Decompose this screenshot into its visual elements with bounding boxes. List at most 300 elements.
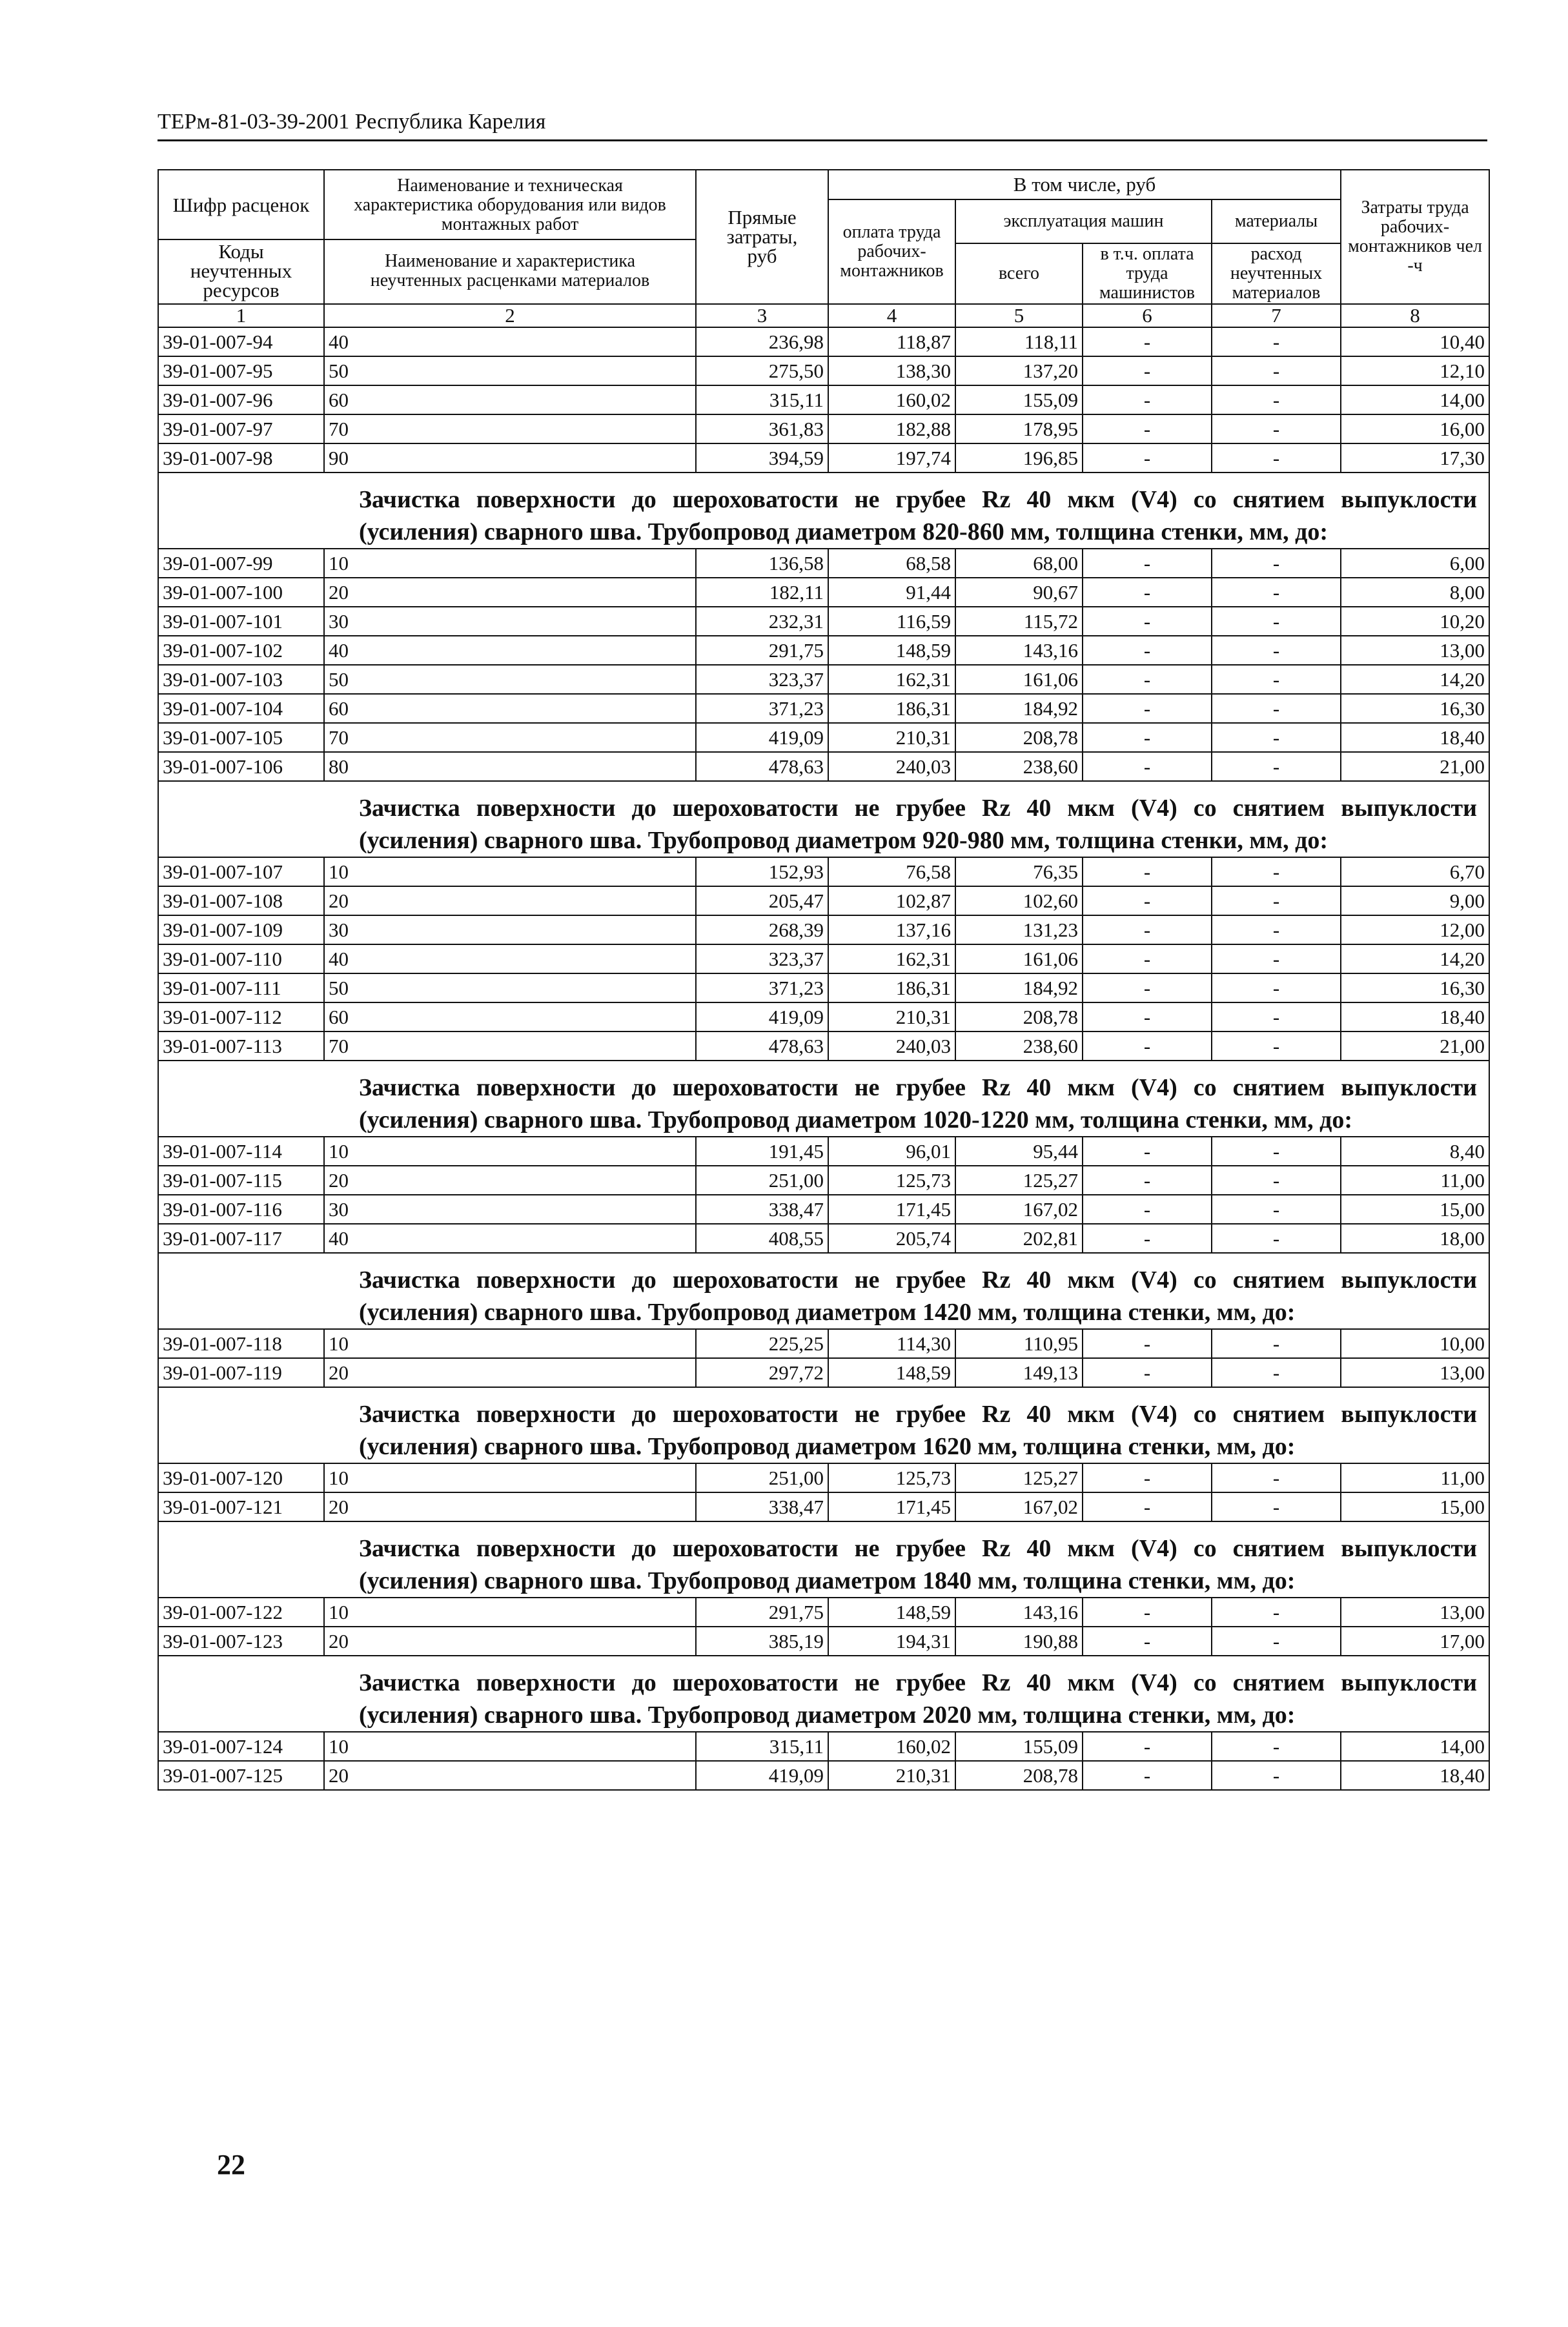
direct-costs: 323,37 [696, 665, 828, 694]
material-use: - [1212, 1166, 1341, 1195]
labor-hours: 8,00 [1341, 578, 1489, 607]
direct-costs: 419,09 [696, 1002, 828, 1031]
table-row [158, 1195, 1489, 1224]
rates-table [158, 169, 1490, 1791]
rate-code: 39-01-007-103 [158, 665, 324, 694]
table-row [158, 356, 1489, 385]
machine-costs: 102,60 [955, 886, 1083, 915]
column-number: 5 [955, 304, 1083, 327]
direct-costs: 236,98 [696, 327, 828, 356]
rate-code: 39-01-007-116 [158, 1195, 324, 1224]
operator-wages: - [1083, 723, 1212, 752]
worker-wages: 148,59 [828, 1598, 955, 1627]
machine-costs: 184,92 [955, 973, 1083, 1002]
wall-thickness: 20 [324, 886, 696, 915]
worker-wages: 96,01 [828, 1137, 955, 1166]
wall-thickness: 60 [324, 1002, 696, 1031]
table-row [158, 549, 1489, 578]
machine-costs: 137,20 [955, 356, 1083, 385]
rate-code: 39-01-007-117 [158, 1224, 324, 1253]
material-use: - [1212, 327, 1341, 356]
labor-hours: 11,00 [1341, 1166, 1489, 1195]
wall-thickness: 20 [324, 1627, 696, 1656]
header-machines-wages: в т.ч. оплата труда машинистов [1083, 243, 1212, 304]
rate-code: 39-01-007-115 [158, 1166, 324, 1195]
rate-code: 39-01-007-101 [158, 607, 324, 636]
labor-hours: 17,00 [1341, 1627, 1489, 1656]
worker-wages: 186,31 [828, 973, 955, 1002]
machine-costs: 125,27 [955, 1463, 1083, 1492]
wall-thickness: 50 [324, 665, 696, 694]
operator-wages: - [1083, 1627, 1212, 1656]
operator-wages: - [1083, 1002, 1212, 1031]
wall-thickness: 30 [324, 607, 696, 636]
direct-costs: 478,63 [696, 1031, 828, 1061]
direct-costs: 291,75 [696, 636, 828, 665]
table-row [158, 752, 1489, 781]
section-heading-row [158, 1521, 1489, 1598]
rate-code: 39-01-007-105 [158, 723, 324, 752]
labor-hours: 12,10 [1341, 356, 1489, 385]
header-materials-use: расход неучтенных материалов [1212, 243, 1341, 304]
table-body [158, 327, 1489, 1790]
table-row [158, 1137, 1489, 1166]
rate-code: 39-01-007-124 [158, 1732, 324, 1761]
material-use: - [1212, 1031, 1341, 1061]
operator-wages: - [1083, 1732, 1212, 1761]
direct-costs: 268,39 [696, 915, 828, 944]
operator-wages: - [1083, 636, 1212, 665]
wall-thickness: 40 [324, 636, 696, 665]
section-heading-row [158, 1253, 1489, 1329]
table-row [158, 1358, 1489, 1387]
operator-wages: - [1083, 973, 1212, 1002]
rate-code: 39-01-007-98 [158, 443, 324, 473]
section-heading: Зачистка поверхности до шероховатости не грубее Rz 40 мкм (V4) со снятием выпуклости (усиления) сварного шва. Трубопровод диаметром 820-860 мм, толщина стенки, мм, до: [158, 473, 1489, 549]
table-row [158, 1627, 1489, 1656]
header-name-cell [324, 170, 696, 304]
material-use: - [1212, 1329, 1341, 1358]
material-use: - [1212, 1627, 1341, 1656]
labor-hours: 17,30 [1341, 443, 1489, 473]
table-row [158, 973, 1489, 1002]
direct-costs: 338,47 [696, 1195, 828, 1224]
section-heading-row [158, 473, 1489, 549]
material-use: - [1212, 1358, 1341, 1387]
operator-wages: - [1083, 1195, 1212, 1224]
operator-wages: - [1083, 665, 1212, 694]
wall-thickness: 20 [324, 1166, 696, 1195]
table-row [158, 1031, 1489, 1061]
labor-hours: 13,00 [1341, 1358, 1489, 1387]
wall-thickness: 20 [324, 1761, 696, 1790]
material-use: - [1212, 1598, 1341, 1627]
operator-wages: - [1083, 1598, 1212, 1627]
table-row [158, 1329, 1489, 1358]
header-materials: материалы [1212, 199, 1341, 243]
machine-costs: 131,23 [955, 915, 1083, 944]
operator-wages: - [1083, 578, 1212, 607]
labor-hours: 16,00 [1341, 414, 1489, 443]
column-number: 7 [1212, 304, 1341, 327]
worker-wages: 162,31 [828, 665, 955, 694]
rate-code: 39-01-007-102 [158, 636, 324, 665]
machine-costs: 143,16 [955, 636, 1083, 665]
labor-hours: 21,00 [1341, 752, 1489, 781]
wall-thickness: 20 [324, 578, 696, 607]
labor-hours: 6,70 [1341, 857, 1489, 886]
labor-hours: 18,40 [1341, 723, 1489, 752]
rate-code: 39-01-007-122 [158, 1598, 324, 1627]
header-name-bottom: Наименование и характеристика неучтенных расценками материалов [370, 251, 650, 290]
rate-code: 39-01-007-94 [158, 327, 324, 356]
direct-costs: 371,23 [696, 973, 828, 1002]
operator-wages: - [1083, 1358, 1212, 1387]
operator-wages: - [1083, 752, 1212, 781]
table-row [158, 665, 1489, 694]
wall-thickness: 10 [324, 549, 696, 578]
table-row [158, 385, 1489, 414]
labor-hours: 13,00 [1341, 1598, 1489, 1627]
direct-costs: 136,58 [696, 549, 828, 578]
wall-thickness: 90 [324, 443, 696, 473]
material-use: - [1212, 973, 1341, 1002]
labor-hours: 18,00 [1341, 1224, 1489, 1253]
column-number: 6 [1083, 304, 1212, 327]
worker-wages: 114,30 [828, 1329, 955, 1358]
rate-code: 39-01-007-111 [158, 973, 324, 1002]
material-use: - [1212, 915, 1341, 944]
direct-costs: 323,37 [696, 944, 828, 973]
direct-costs: 371,23 [696, 694, 828, 723]
wall-thickness: 10 [324, 1732, 696, 1761]
worker-wages: 240,03 [828, 752, 955, 781]
operator-wages: - [1083, 607, 1212, 636]
labor-hours: 10,00 [1341, 1329, 1489, 1358]
worker-wages: 162,31 [828, 944, 955, 973]
rate-code: 39-01-007-95 [158, 356, 324, 385]
labor-hours: 15,00 [1341, 1195, 1489, 1224]
worker-wages: 102,87 [828, 886, 955, 915]
direct-costs: 251,00 [696, 1166, 828, 1195]
operator-wages: - [1083, 944, 1212, 973]
material-use: - [1212, 886, 1341, 915]
direct-costs: 338,47 [696, 1492, 828, 1521]
wall-thickness: 10 [324, 1137, 696, 1166]
labor-hours: 10,20 [1341, 607, 1489, 636]
direct-costs: 152,93 [696, 857, 828, 886]
material-use: - [1212, 578, 1341, 607]
worker-wages: 118,87 [828, 327, 955, 356]
labor-hours: 9,00 [1341, 886, 1489, 915]
section-heading-row [158, 1061, 1489, 1137]
machine-costs: 208,78 [955, 723, 1083, 752]
worker-wages: 116,59 [828, 607, 955, 636]
table-row [158, 723, 1489, 752]
wall-thickness: 50 [324, 973, 696, 1002]
direct-costs: 297,72 [696, 1358, 828, 1387]
section-heading: Зачистка поверхности до шероховатости не грубее Rz 40 мкм (V4) со снятием выпуклости (усиления) сварного шва. Трубопровод диаметром 1420 мм, толщина стенки, мм, до: [158, 1253, 1489, 1329]
direct-costs: 225,25 [696, 1329, 828, 1358]
machine-costs: 115,72 [955, 607, 1083, 636]
machine-costs: 184,92 [955, 694, 1083, 723]
wall-thickness: 40 [324, 1224, 696, 1253]
column-number: 1 [158, 304, 324, 327]
rate-code: 39-01-007-118 [158, 1329, 324, 1358]
operator-wages: - [1083, 1137, 1212, 1166]
machine-costs: 208,78 [955, 1761, 1083, 1790]
worker-wages: 160,02 [828, 1732, 955, 1761]
machine-costs: 90,67 [955, 578, 1083, 607]
worker-wages: 125,73 [828, 1463, 955, 1492]
machine-costs: 238,60 [955, 1031, 1083, 1061]
rate-code: 39-01-007-106 [158, 752, 324, 781]
operator-wages: - [1083, 1224, 1212, 1253]
operator-wages: - [1083, 915, 1212, 944]
header-machines: эксплуатация машин [955, 199, 1212, 243]
header-name-top: Наименование и техническая характеристика оборудования или видов монтажных работ [325, 172, 695, 240]
worker-wages: 91,44 [828, 578, 955, 607]
operator-wages: - [1083, 1329, 1212, 1358]
material-use: - [1212, 1761, 1341, 1790]
table-row [158, 578, 1489, 607]
table-row [158, 1761, 1489, 1790]
machine-costs: 190,88 [955, 1627, 1083, 1656]
rate-code: 39-01-007-108 [158, 886, 324, 915]
column-number: 8 [1341, 304, 1489, 327]
labor-hours: 12,00 [1341, 915, 1489, 944]
table-row [158, 327, 1489, 356]
rate-code: 39-01-007-114 [158, 1137, 324, 1166]
labor-hours: 14,20 [1341, 944, 1489, 973]
worker-wages: 125,73 [828, 1166, 955, 1195]
worker-wages: 197,74 [828, 443, 955, 473]
machine-costs: 155,09 [955, 385, 1083, 414]
direct-costs: 419,09 [696, 723, 828, 752]
material-use: - [1212, 549, 1341, 578]
direct-costs: 315,11 [696, 1732, 828, 1761]
labor-hours: 14,20 [1341, 665, 1489, 694]
direct-costs: 251,00 [696, 1463, 828, 1492]
labor-hours: 16,30 [1341, 694, 1489, 723]
rate-code: 39-01-007-112 [158, 1002, 324, 1031]
rate-code: 39-01-007-100 [158, 578, 324, 607]
worker-wages: 194,31 [828, 1627, 955, 1656]
rate-code: 39-01-007-120 [158, 1463, 324, 1492]
material-use: - [1212, 1492, 1341, 1521]
operator-wages: - [1083, 694, 1212, 723]
worker-wages: 76,58 [828, 857, 955, 886]
table-row [158, 636, 1489, 665]
machine-costs: 76,35 [955, 857, 1083, 886]
column-number: 3 [696, 304, 828, 327]
machine-costs: 202,81 [955, 1224, 1083, 1253]
rate-code: 39-01-007-104 [158, 694, 324, 723]
direct-costs: 182,11 [696, 578, 828, 607]
section-heading-row [158, 781, 1489, 857]
table-row [158, 607, 1489, 636]
table-row [158, 443, 1489, 473]
operator-wages: - [1083, 414, 1212, 443]
rate-code: 39-01-007-109 [158, 915, 324, 944]
operator-wages: - [1083, 385, 1212, 414]
material-use: - [1212, 857, 1341, 886]
header-wages: оплата труда рабочих-монтажников [828, 199, 955, 304]
wall-thickness: 40 [324, 327, 696, 356]
material-use: - [1212, 1224, 1341, 1253]
table-row [158, 694, 1489, 723]
header-machines-total: всего [955, 243, 1083, 304]
wall-thickness: 10 [324, 1463, 696, 1492]
material-use: - [1212, 385, 1341, 414]
table-row [158, 1224, 1489, 1253]
operator-wages: - [1083, 1463, 1212, 1492]
material-use: - [1212, 443, 1341, 473]
direct-costs: 361,83 [696, 414, 828, 443]
labor-hours: 13,00 [1341, 636, 1489, 665]
table-row [158, 857, 1489, 886]
worker-wages: 171,45 [828, 1492, 955, 1521]
machine-costs: 118,11 [955, 327, 1083, 356]
rate-code: 39-01-007-123 [158, 1627, 324, 1656]
wall-thickness: 60 [324, 385, 696, 414]
direct-costs: 385,19 [696, 1627, 828, 1656]
document-header: ТЕРм-81-03-39-2001 Республика Карелия [158, 108, 1487, 141]
wall-thickness: 10 [324, 857, 696, 886]
worker-wages: 186,31 [828, 694, 955, 723]
wall-thickness: 50 [324, 356, 696, 385]
header-labor-costs: Затраты труда рабочих-монтажников чел -ч [1341, 170, 1489, 304]
wall-thickness: 70 [324, 1031, 696, 1061]
operator-wages: - [1083, 1492, 1212, 1521]
machine-costs: 95,44 [955, 1137, 1083, 1166]
labor-hours: 18,40 [1341, 1761, 1489, 1790]
material-use: - [1212, 356, 1341, 385]
worker-wages: 240,03 [828, 1031, 955, 1061]
material-use: - [1212, 694, 1341, 723]
direct-costs: 205,47 [696, 886, 828, 915]
section-heading: Зачистка поверхности до шероховатости не грубее Rz 40 мкм (V4) со снятием выпуклости (усиления) сварного шва. Трубопровод диаметром 2020 мм, толщина стенки, мм, до: [158, 1656, 1489, 1732]
machine-costs: 161,06 [955, 665, 1083, 694]
operator-wages: - [1083, 1031, 1212, 1061]
operator-wages: - [1083, 356, 1212, 385]
labor-hours: 10,40 [1341, 327, 1489, 356]
wall-thickness: 30 [324, 915, 696, 944]
page-number: 22 [217, 2149, 245, 2180]
rate-code: 39-01-007-110 [158, 944, 324, 973]
machine-costs: 68,00 [955, 549, 1083, 578]
worker-wages: 137,16 [828, 915, 955, 944]
labor-hours: 16,30 [1341, 973, 1489, 1002]
header-code-top: Шифр расценок [159, 172, 323, 240]
table-row [158, 1002, 1489, 1031]
wall-thickness: 20 [324, 1492, 696, 1521]
labor-hours: 6,00 [1341, 549, 1489, 578]
wall-thickness: 10 [324, 1598, 696, 1627]
machine-costs: 110,95 [955, 1329, 1083, 1358]
worker-wages: 171,45 [828, 1195, 955, 1224]
rate-code: 39-01-007-119 [158, 1358, 324, 1387]
material-use: - [1212, 723, 1341, 752]
material-use: - [1212, 636, 1341, 665]
section-heading: Зачистка поверхности до шероховатости не грубее Rz 40 мкм (V4) со снятием выпуклости (усиления) сварного шва. Трубопровод диаметром 1620 мм, толщина стенки, мм, до: [158, 1387, 1489, 1463]
rate-code: 39-01-007-125 [158, 1761, 324, 1790]
table-header [158, 170, 1489, 327]
wall-thickness: 70 [324, 414, 696, 443]
material-use: - [1212, 944, 1341, 973]
machine-costs: 161,06 [955, 944, 1083, 973]
machine-costs: 143,16 [955, 1598, 1083, 1627]
machine-costs: 167,02 [955, 1492, 1083, 1521]
direct-costs: 191,45 [696, 1137, 828, 1166]
wall-thickness: 80 [324, 752, 696, 781]
worker-wages: 148,59 [828, 1358, 955, 1387]
header-direct-costs: Прямые затраты, руб [696, 170, 828, 304]
worker-wages: 68,58 [828, 549, 955, 578]
direct-costs: 419,09 [696, 1761, 828, 1790]
material-use: - [1212, 1137, 1341, 1166]
rate-code: 39-01-007-107 [158, 857, 324, 886]
labor-hours: 21,00 [1341, 1031, 1489, 1061]
table-row [158, 915, 1489, 944]
operator-wages: - [1083, 549, 1212, 578]
operator-wages: - [1083, 1166, 1212, 1195]
header-code-bottom: Коды неучтенных ресурсов [190, 240, 292, 301]
material-use: - [1212, 607, 1341, 636]
direct-costs: 275,50 [696, 356, 828, 385]
table-row [158, 944, 1489, 973]
labor-hours: 8,40 [1341, 1137, 1489, 1166]
section-heading: Зачистка поверхности до шероховатости не грубее Rz 40 мкм (V4) со снятием выпуклости (усиления) сварного шва. Трубопровод диаметром 1840 мм, толщина стенки, мм, до: [158, 1521, 1489, 1598]
direct-costs: 291,75 [696, 1598, 828, 1627]
labor-hours: 11,00 [1341, 1463, 1489, 1492]
direct-costs: 408,55 [696, 1224, 828, 1253]
header-including: В том числе, руб [828, 170, 1341, 199]
rate-code: 39-01-007-113 [158, 1031, 324, 1061]
column-numbers-row [158, 304, 1489, 327]
section-heading: Зачистка поверхности до шероховатости не грубее Rz 40 мкм (V4) со снятием выпуклости (усиления) сварного шва. Трубопровод диаметром 1020-1220 мм, толщина стенки, мм, до: [158, 1061, 1489, 1137]
wall-thickness: 30 [324, 1195, 696, 1224]
table-row [158, 1598, 1489, 1627]
machine-costs: 238,60 [955, 752, 1083, 781]
rate-code: 39-01-007-96 [158, 385, 324, 414]
machine-costs: 125,27 [955, 1166, 1083, 1195]
rate-code: 39-01-007-99 [158, 549, 324, 578]
header-code-cell [158, 170, 324, 304]
worker-wages: 210,31 [828, 1002, 955, 1031]
labor-hours: 18,40 [1341, 1002, 1489, 1031]
worker-wages: 210,31 [828, 1761, 955, 1790]
table-row [158, 1492, 1489, 1521]
column-number: 4 [828, 304, 955, 327]
worker-wages: 160,02 [828, 385, 955, 414]
wall-thickness: 70 [324, 723, 696, 752]
worker-wages: 205,74 [828, 1224, 955, 1253]
section-heading-row [158, 1656, 1489, 1732]
table-row [158, 1463, 1489, 1492]
table-row [158, 886, 1489, 915]
operator-wages: - [1083, 327, 1212, 356]
labor-hours: 15,00 [1341, 1492, 1489, 1521]
operator-wages: - [1083, 443, 1212, 473]
labor-hours: 14,00 [1341, 385, 1489, 414]
machine-costs: 149,13 [955, 1358, 1083, 1387]
direct-costs: 315,11 [696, 385, 828, 414]
wall-thickness: 20 [324, 1358, 696, 1387]
worker-wages: 138,30 [828, 356, 955, 385]
worker-wages: 148,59 [828, 636, 955, 665]
direct-costs: 394,59 [696, 443, 828, 473]
